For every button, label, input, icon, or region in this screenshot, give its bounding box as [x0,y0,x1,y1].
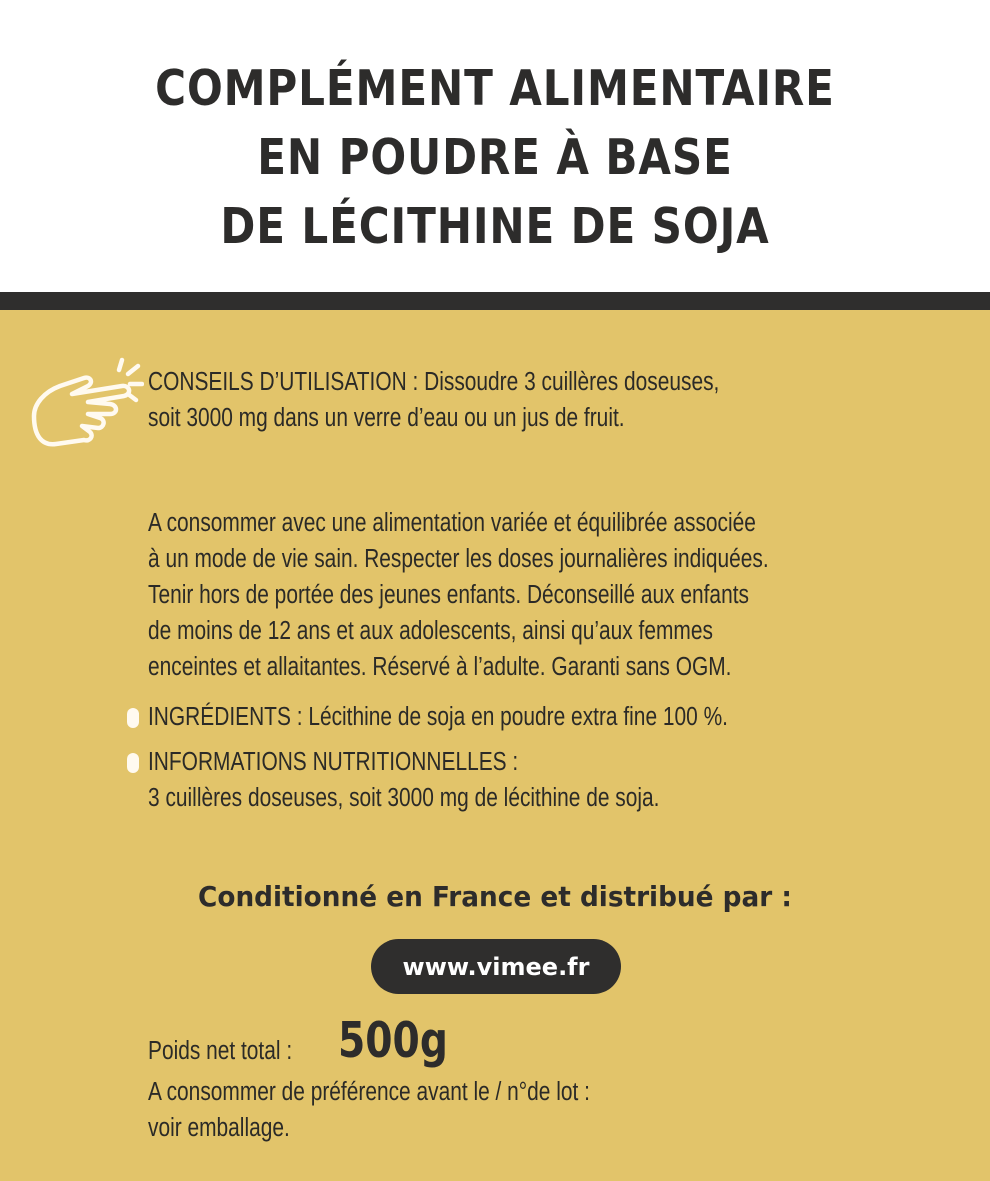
page-title [69,54,920,261]
title-line-2: EN POUDRE À BASE [257,129,733,186]
best-before-line-2: voir emballage. [148,1114,290,1142]
best-before-line-1: A consommer de préférence avant le / n°de lot : [148,1078,590,1106]
ingredients-text: INGRÉDIENTS : Lécithine de soja en poudre extra fine 100 %. [148,703,728,731]
distribution-text: Conditionné en France et distribué par : [198,880,792,913]
best-before-text [148,1074,590,1146]
advice-line-4: de moins de 12 ans et aux adolescents, ainsi qu’aux femmes [148,617,713,645]
bullet-dot-icon [127,708,139,728]
advice-line-3: Tenir hors de portée des jeunes enfants. Déconseillé aux enfants [148,581,749,609]
usage-line-2: soit 3000 mg dans un verre d’eau ou un jus de fruit. [148,404,625,432]
header [0,0,990,292]
website-link[interactable]: www.vimee.fr [371,939,621,994]
title-line-3: DE LÉCITHINE DE SOJA [220,198,770,255]
net-weight-value: 500g [338,1012,448,1069]
title-line-1: COMPLÉMENT ALIMENTAIRE [155,60,835,117]
advice-paragraph [148,505,769,685]
nutrition-info [148,744,659,816]
advice-line-1: A consommer avec une alimentation variée et équilibrée associée [148,509,756,537]
usage-line-1: CONSEILS D’UTILISATION : Dissoudre 3 cuillères doseuses, [148,368,720,396]
pointing-hand-icon [26,356,144,462]
advice-line-2: à un mode de vie sain. Respecter les doses journalières indiquées. [148,545,769,573]
usage-instructions [148,364,719,436]
divider-band [0,292,990,310]
net-weight-label: Poids net total : [148,1037,293,1065]
nutrition-line: 3 cuillères doseuses, soit 3000 mg de lécithine de soja. [148,784,660,812]
nutrition-heading: INFORMATIONS NUTRITIONNELLES : [148,748,519,776]
advice-line-5: enceintes et allaitantes. Réservé à l’adulte. Garanti sans OGM. [148,653,732,681]
bullet-dot-icon [127,753,139,773]
